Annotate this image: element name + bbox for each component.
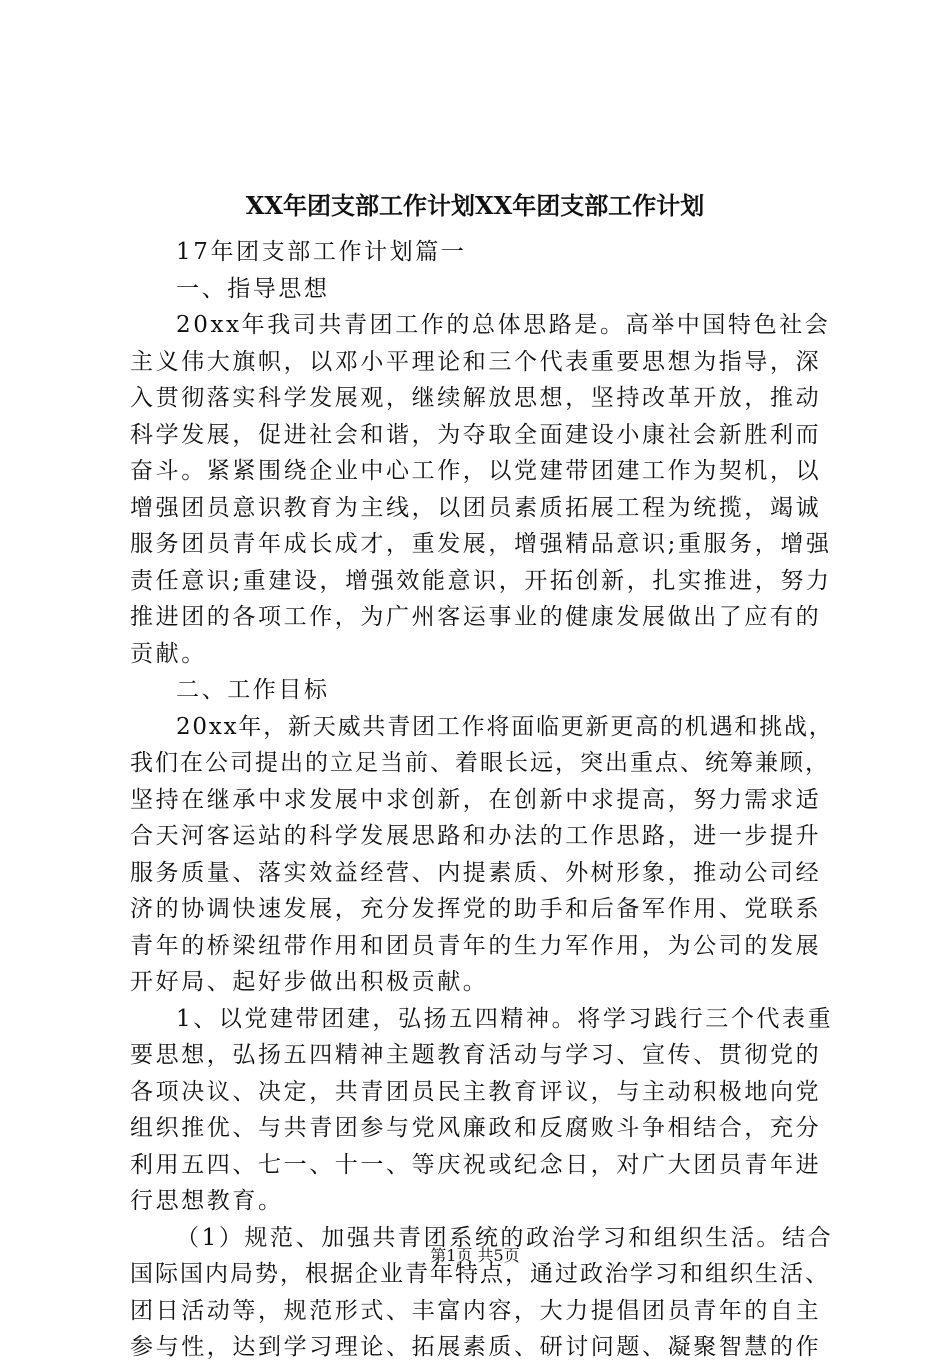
body-line: 二、工作目标 xyxy=(176,677,330,703)
body-line: 我们在公司提出的立足当前、着眼长远，突出重点、统筹兼顾， xyxy=(130,750,830,776)
body-line: 开好局、起好步做出积极贡献。 xyxy=(130,969,489,995)
body-line: 各项决议、决定，共青团员民主教育评议，与主动积极地向党 xyxy=(130,1078,822,1105)
body-line: 20xx年我司共青团工作的总体思路是。高举中国特色社会 xyxy=(176,312,831,338)
body-line: 贡献。 xyxy=(130,640,207,667)
page-footer: 第1页 共5页 xyxy=(430,1246,520,1265)
body-line: 参与性，达到学习理论、拓展素质、研讨问题、凝聚智慧的作 xyxy=(130,1334,822,1360)
body-line: 组织推优、与共青团参与党风廉政和反腐败斗争相结合，充分 xyxy=(130,1115,822,1141)
body-line: 一、指导思想 xyxy=(176,275,330,302)
body-line: 主义伟大旗帜，以邓小平理论和三个代表重要思想为指导，深 xyxy=(130,348,822,375)
body-line: 坚持在继承中求发展中求创新，在创新中求提高，努力需求适 xyxy=(130,786,822,813)
document-body xyxy=(130,234,834,1366)
body-line: 1、以党建带团建，弘扬五四精神。将学习践行三个代表重 xyxy=(176,1005,834,1032)
body-line: 青年的桥梁纽带作用和团员青年的生力军作用，为公司的发展 xyxy=(130,932,822,959)
body-line: 利用五四、七一、十一、等庆祝或纪念日，对广大团员青年进 xyxy=(130,1151,822,1178)
body-line: 入贯彻落实科学发展观，继续解放思想，坚持改革开放，推动 xyxy=(130,385,822,411)
body-line: 国际国内局势，根据企业青年特点，通过政治学习和组织生活、 xyxy=(130,1261,830,1287)
body-line: 20xx年，新天威共青团工作将面临更新更高的机遇和挑战， xyxy=(176,713,834,740)
body-line: 行思想教育。 xyxy=(130,1188,284,1214)
body-line: 要思想，弘扬五四精神主题教育活动与学习、宣传、贯彻党的 xyxy=(130,1042,822,1068)
body-line: 服务团员青年成长成才，重发展，增强精品意识;重服务，增强 xyxy=(130,531,832,557)
body-line: 团日活动等，规范形式、丰富内容，大力提倡团员青年的自主 xyxy=(130,1297,822,1324)
body-line: 合天河客运站的科学发展思路和办法的工作思路，进一步提升 xyxy=(130,823,822,849)
body-line: 推进团的各项工作，为广州客运事业的健康发展做出了应有的 xyxy=(130,604,822,630)
body-line: 服务质量、落实效益经营、内提素质、外树形象，推动公司经 xyxy=(130,859,822,886)
body-line: 济的协调快速发展，充分发挥党的助手和后备军作用、党联系 xyxy=(130,896,822,922)
body-line: 奋斗。紧紧围绕企业中心工作，以党建带团建工作为契机，以 xyxy=(130,458,822,484)
body-line: 增强团员意识教育为主线，以团员素质拓展工程为统揽，竭诚 xyxy=(130,494,822,521)
document-title: XX年团支部工作计划XX年团支部工作计划 xyxy=(245,191,705,220)
body-line: （1）规范、加强共青团系统的政治学习和组织生活。结合 xyxy=(176,1224,834,1251)
body-line: 17年团支部工作计划篇一 xyxy=(176,239,467,265)
body-line: 科学发展，促进社会和谐，为夺取全面建设小康社会新胜利而 xyxy=(130,421,822,448)
body-line: 责任意识;重建设，增强效能意识，开拓创新，扎实推进，努力 xyxy=(130,567,832,594)
